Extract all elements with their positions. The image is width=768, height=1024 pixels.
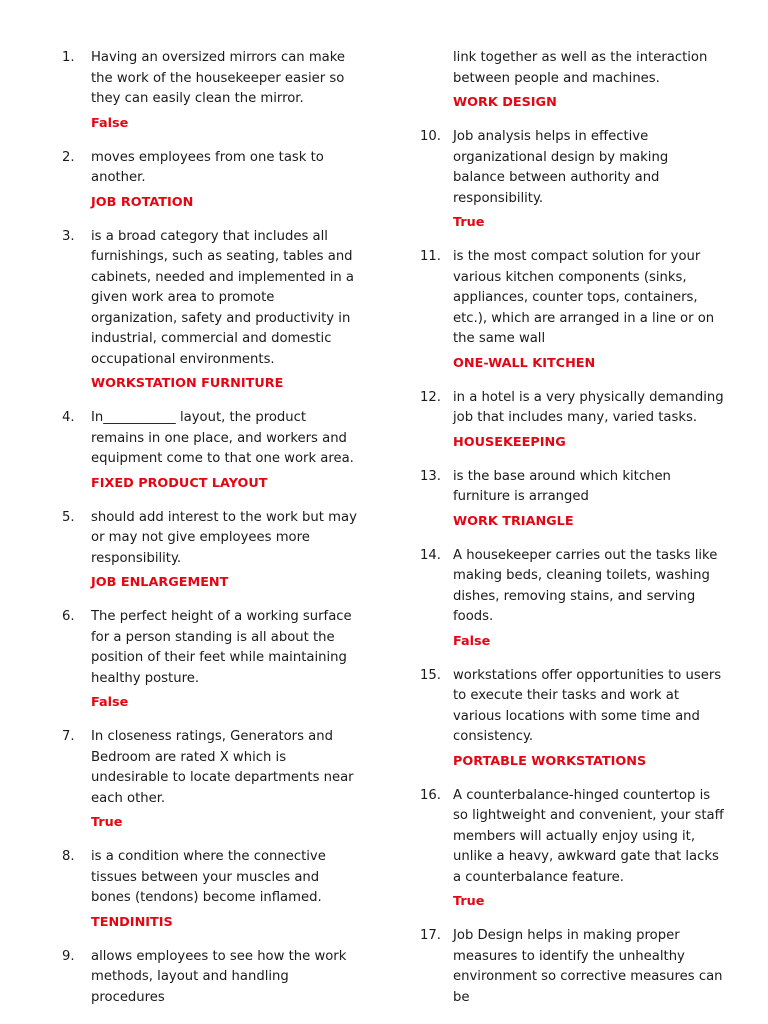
question-text: link together as well as the interaction between people and machines. xyxy=(453,50,708,86)
question-item xyxy=(62,48,362,141)
answer-text: FIXED PRODUCT LAYOUT xyxy=(91,475,268,491)
question-number: 8. xyxy=(62,849,75,864)
question-text: A counterbalance-hinged countertop is so lightweight and convenient, your staff members will actually enjoy using it, unlike a heavy, awkward gate that lacks a counterbalance feature. xyxy=(453,787,724,885)
answer-text: WORKSTATION FURNITURE xyxy=(91,376,284,391)
question-item xyxy=(62,847,362,940)
question-item xyxy=(62,607,362,720)
question-number: 7. xyxy=(62,729,75,744)
question-item xyxy=(420,926,724,1008)
answer-text: TENDINITIS xyxy=(91,914,173,930)
question-number: 17. xyxy=(420,928,441,943)
question-item xyxy=(420,467,724,539)
answer-text: WORK DESIGN xyxy=(453,95,557,110)
answer-text: False xyxy=(91,115,129,131)
question-text: Having an oversized mirrors can make the work of the housekeeper easier so they can easily clean the mirror. xyxy=(91,50,346,106)
question-text: In closeness ratings, Generators and Bedroom are rated X which is undesirable to locate departments near each other. xyxy=(91,729,354,806)
question-text: is a broad category that includes all furnishings, such as seating, tables and cabinets, needed and implemented in a given work area to promote organization, safety and productivity in industrial, commercial and domestic occupational environments. xyxy=(91,228,355,367)
question-item xyxy=(420,786,724,920)
question-item xyxy=(420,666,724,779)
question-number: 13. xyxy=(420,468,441,484)
question-number: 14. xyxy=(420,547,441,563)
question-number: 2. xyxy=(62,149,75,165)
question-text: moves employees from one task to another. xyxy=(91,149,324,185)
question-item xyxy=(420,388,724,460)
answer-text: False xyxy=(91,695,129,710)
question-number: 11. xyxy=(420,249,441,264)
question-text: is the base around which kitchen furniture is arranged xyxy=(453,468,671,504)
answer-text: False xyxy=(453,633,491,649)
question-number: 1. xyxy=(62,50,75,65)
answer-text: PORTABLE WORKSTATIONS xyxy=(453,753,647,769)
question-item xyxy=(62,727,362,840)
question-number: 16. xyxy=(420,787,441,803)
answer-text: True xyxy=(453,215,485,230)
question-number: 10. xyxy=(420,129,441,144)
answer-text: JOB ROTATION xyxy=(91,194,194,210)
question-number: 9. xyxy=(62,948,75,964)
answer-text: True xyxy=(453,894,485,909)
question-item xyxy=(62,947,362,1009)
question-number: 15. xyxy=(420,667,441,683)
left-column xyxy=(62,48,362,1015)
question-number: 6. xyxy=(62,609,75,624)
question-text: workstations offer opportunities to users to execute their tasks and work at various locations with some time and consistency. xyxy=(453,667,722,744)
question-item xyxy=(420,546,724,659)
question-text: The perfect height of a working surface for a person standing is all about the position of their feet while maintaining healthy posture. xyxy=(91,609,352,686)
question-number: 3. xyxy=(62,228,75,244)
answer-text: WORK TRIANGLE xyxy=(453,513,574,529)
right-column xyxy=(420,48,724,1015)
question-text: A housekeeper carries out the tasks like making beds, cleaning toilets, washing dishes, removing stains, and serving foods. xyxy=(453,547,718,624)
question-text: Job Design helps in making proper measures to identify the unhealthy environment so corrective measures can be xyxy=(453,928,723,1005)
question-continuation xyxy=(453,48,724,120)
question-item xyxy=(62,508,362,601)
question-number: 4. xyxy=(62,410,75,425)
question-item xyxy=(62,408,362,501)
answer-text: HOUSEKEEPING xyxy=(453,434,566,450)
answer-text: JOB ENLARGEMENT xyxy=(91,575,229,590)
question-text: should add interest to the work but may or may not give employees more responsibility. xyxy=(91,509,357,566)
question-text: is a condition where the connective tissues between your muscles and bones (tendons) become inflamed. xyxy=(91,849,326,905)
question-text: is the most compact solution for your various kitchen components (sinks, appliances, counter tops, containers, etc.), which are arranged in a line or on the same wall xyxy=(453,249,715,346)
question-number: 12. xyxy=(420,389,441,405)
answer-text: ONE-WALL KITCHEN xyxy=(453,355,596,371)
question-text: allows employees to see how the work methods, layout and handling procedures xyxy=(91,948,347,1005)
question-text: in a hotel is a very physically demanding job that includes many, varied tasks. xyxy=(453,389,724,425)
question-item xyxy=(62,148,362,220)
answer-text: True xyxy=(91,815,123,830)
question-item xyxy=(420,127,724,240)
question-number: 5. xyxy=(62,509,75,525)
question-text: Job analysis helps in effective organizational design by making balance between authority and responsibility. xyxy=(453,129,669,206)
question-item xyxy=(62,227,362,402)
question-text: In___________ layout, the product remains in one place, and workers and equipment come to that one work area. xyxy=(91,410,354,466)
question-item xyxy=(420,247,724,381)
